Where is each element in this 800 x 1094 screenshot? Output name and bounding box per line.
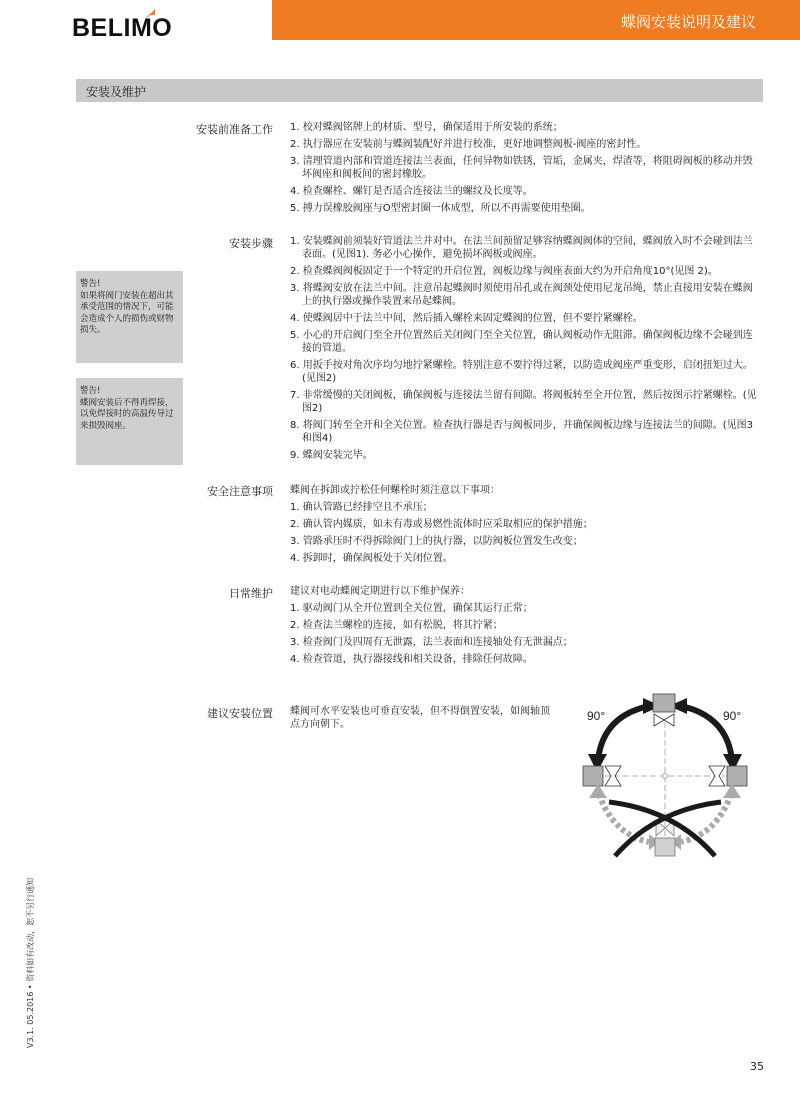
warning-box xyxy=(76,378,183,465)
list-item: 1. 校对蝶阀铭牌上的材质、型号，确保适用于所安装的系统； xyxy=(290,122,563,133)
valve-right-icon xyxy=(709,766,747,786)
list-item: 5. 小心的开启阀门至全开位置然后关闭阀门至全关位置，确认阀板动作无阻滞。确保阀板边缘不会碰到连接的管道。 xyxy=(290,330,753,354)
warning-title: 警告! xyxy=(80,279,101,289)
maintenance-list xyxy=(290,585,760,670)
list-item: 5. 搏力误橡胶阀座与O型密封圈一体成型，所以不再需要使用垫圈。 xyxy=(290,203,591,214)
list-item: 1. 驱动阀门从全开位置到全关位置，确保其运行正常； xyxy=(290,603,533,614)
list-item: 6. 用扳手按对角次序均匀地拧紧螺栓。特别注意不要拧得过紧，以防造成阀座严重变形，启闭扭矩过大。(见图2) xyxy=(290,360,753,384)
position-label: 建议安装位置 xyxy=(207,707,273,720)
list-item: 9. 蝶阀安装完毕。 xyxy=(290,450,373,461)
steps-list xyxy=(290,235,760,466)
list-item: 4. 检查螺栓、螺钉是否适合连接法兰的螺纹及长度等。 xyxy=(290,186,533,197)
safety-label: 安全注意事项 xyxy=(207,485,273,498)
warning-text: 如果将阀门安装在超出其承受范围的情况下，可能会造成个人的损伤或财物损失。 xyxy=(80,290,174,335)
list-item: 1. 安装蝶阀前须装好管道法兰并对中。在法兰间预留足够容纳蝶阀阀体的空间，蝶阀放入时不会碰到法兰表面。(见图1). 务必小心操作，避免损坏阀板或阀座。 xyxy=(290,236,753,260)
warning-box xyxy=(76,271,183,363)
header-bar xyxy=(272,0,800,40)
list-item: 4. 拆卸时，确保阀板处于关闭位置。 xyxy=(290,553,453,564)
list-item: 4. 检查管道，执行器接线和相关设备，排除任何故障。 xyxy=(290,654,533,665)
angle-right-label: 90° xyxy=(723,709,742,723)
list-item: 2. 检查蝶阀阀板固定于一个特定的开启位置，阀板边缘与阀座表面大约为开启角度10°(见图 2)。 xyxy=(290,266,718,277)
valve-top-icon xyxy=(653,694,675,726)
section-header xyxy=(76,79,763,102)
list-item: 1. 确认管路已经排空且不承压； xyxy=(290,502,433,513)
steps-label: 安装步骤 xyxy=(229,237,273,250)
warning-title: 警告! xyxy=(80,386,101,396)
belimo-logo: BELIMO xyxy=(72,14,173,42)
valve-left-icon xyxy=(583,766,621,786)
installation-position-diagram xyxy=(565,690,763,862)
angle-left-label: 90° xyxy=(587,709,606,723)
position-text xyxy=(290,705,558,735)
maintenance-label: 日常维护 xyxy=(229,587,273,600)
section-title: 安装及维护 xyxy=(86,85,147,99)
prep-label: 安装前准备工作 xyxy=(196,123,273,136)
version-note: V3.1. 05.2016 • 资料如有改动，恕不另行通知 xyxy=(26,877,35,1048)
prep-list xyxy=(290,121,760,219)
list-item: 3. 检查阀门及四周有无泄露，法兰表面和连接轴处有无泄漏点； xyxy=(290,637,573,648)
safety-list xyxy=(290,484,760,569)
page-number: 35 xyxy=(750,1060,764,1073)
list-item: 7. 非常缓慢的关闭阀板，确保阀板与连接法兰留有间隙。将阀板转至全开位置，然后按图示拧紧螺栓。(见图2) xyxy=(290,390,757,414)
logo-arrow-icon xyxy=(145,9,155,19)
position-description: 蝶阀可水平安装也可垂直安装，但不得倒置安装，如阀轴顶点方向朝下。 xyxy=(290,706,550,730)
page-title: 蝶阀安装说明及建议 xyxy=(620,13,756,31)
list-item: 3. 清理管道内部和管道连接法兰表面，任何异物如铁锈，管垢，金属夹，焊渣等，将阻碍阀板的移动并毁坏阀座和阀板间的密封橡胶。 xyxy=(290,156,753,180)
maintenance-intro: 建议对电动蝶阀定期进行以下维护保养： xyxy=(290,586,470,597)
list-item: 2. 检查法兰螺栓的连接，如有松脱，将其拧紧； xyxy=(290,620,503,631)
list-item: 2. 确认管内媒质，如未有毒或易燃性流体时应采取相应的保护措施； xyxy=(290,519,593,530)
list-item: 8. 将阀门转至全开和全关位置。检查执行器是否与阀板同步，并确保阀板边缘与连接法兰的间隙。(见图3和图4) xyxy=(290,420,753,444)
warning-text: 蝶阀安装后不得再焊接，以免焊接时的高温传导过来损毁阀座。 xyxy=(80,397,174,431)
list-item: 3. 将蝶阀安放在法兰中间。注意吊起蝶阀时须使用吊孔或在阀颈处使用尼龙吊绳，禁止直接用安装在蝶阀上的执行器或操作装置来吊起蝶阀。 xyxy=(290,283,753,307)
list-item: 2. 执行器应在安装前与蝶阀装配好并进行校准，更好地调整阀板-阀座的密封性。 xyxy=(290,139,647,150)
list-item: 4. 使蝶阀居中于法兰中间，然后插入螺栓来固定蝶阀的位置，但不要拧紧螺栓。 xyxy=(290,313,643,324)
list-item: 3. 管路承压时不得拆除阀门上的执行器，以防阀板位置发生改变； xyxy=(290,536,583,547)
safety-intro: 蝶阀在拆卸或拧松任何螺栓时须注意以下事项： xyxy=(290,485,500,496)
